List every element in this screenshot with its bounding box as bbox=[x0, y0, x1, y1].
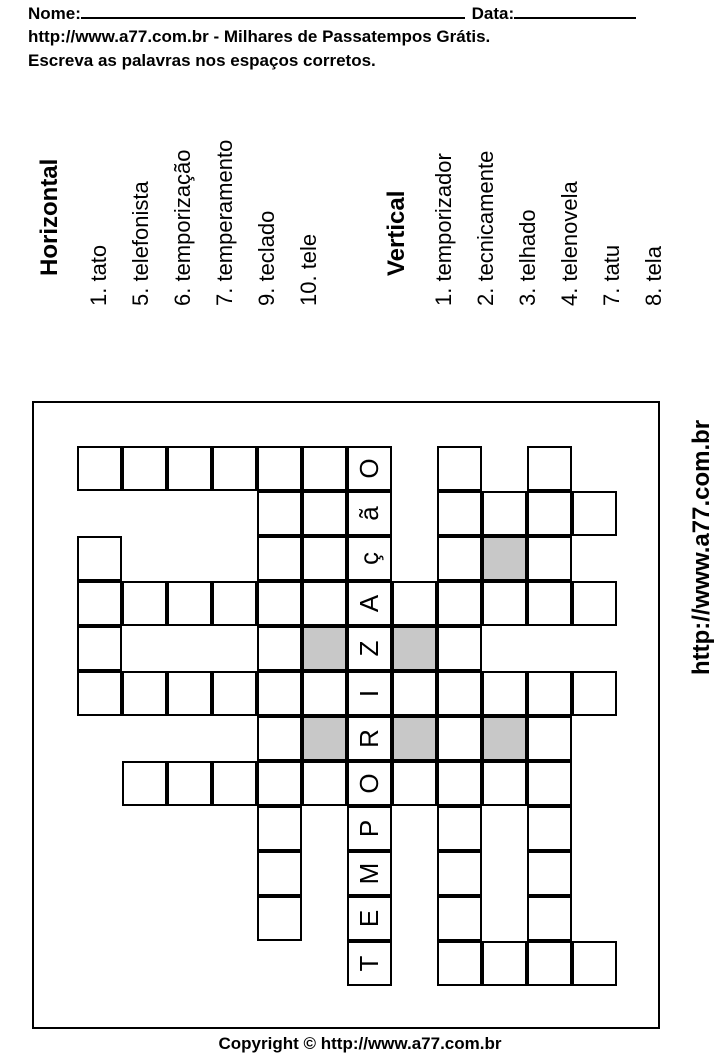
vertical-clue: 1. temporizador bbox=[431, 153, 456, 306]
crossword-cell[interactable] bbox=[257, 761, 302, 806]
horizontal-clue: 6. temporização bbox=[170, 149, 195, 306]
filled-letter: O bbox=[354, 458, 384, 479]
crossword-cell[interactable] bbox=[527, 716, 572, 761]
crossword-cell[interactable] bbox=[167, 671, 212, 716]
crossword-cell[interactable] bbox=[527, 806, 572, 851]
blocked-cell bbox=[392, 626, 437, 671]
vertical-clue: 3. telhado bbox=[515, 209, 540, 306]
crossword-cell[interactable] bbox=[257, 806, 302, 851]
filled-letter: P bbox=[354, 819, 384, 838]
crossword-cell[interactable] bbox=[347, 806, 392, 851]
crossword-cell[interactable] bbox=[437, 446, 482, 491]
vertical-clue: 7. tatu bbox=[599, 244, 624, 306]
crossword-cell[interactable] bbox=[257, 626, 302, 671]
filled-letter: Z bbox=[354, 640, 384, 657]
crossword-cell[interactable] bbox=[347, 851, 392, 896]
crossword-cell[interactable] bbox=[437, 716, 482, 761]
crossword-cell[interactable] bbox=[527, 446, 572, 491]
crossword-cell[interactable] bbox=[212, 581, 257, 626]
filled-letter: I bbox=[354, 689, 384, 698]
crossword-cell[interactable] bbox=[77, 581, 122, 626]
name-field[interactable] bbox=[81, 3, 465, 19]
crossword-cell[interactable] bbox=[482, 761, 527, 806]
crossword-cell[interactable] bbox=[437, 626, 482, 671]
crossword-cell[interactable] bbox=[212, 761, 257, 806]
crossword-cell[interactable] bbox=[167, 446, 212, 491]
crossword-cell[interactable] bbox=[527, 536, 572, 581]
crossword-cell[interactable] bbox=[347, 491, 392, 536]
footer-copyright: Copyright © http://www.a77.com.br bbox=[218, 1034, 502, 1053]
vertical-clue: 8. tela bbox=[641, 246, 666, 306]
side-url: http://www.a77.com.br bbox=[688, 419, 715, 675]
vertical-clue: 2. tecnicamente bbox=[473, 150, 498, 306]
name-date-line bbox=[28, 3, 636, 24]
crossword-cell[interactable] bbox=[302, 671, 347, 716]
crossword-cell[interactable] bbox=[437, 896, 482, 941]
crossword-cell[interactable] bbox=[257, 896, 302, 941]
crossword-cell[interactable] bbox=[167, 581, 212, 626]
crossword-cell[interactable] bbox=[437, 941, 482, 986]
crossword-cell[interactable] bbox=[212, 671, 257, 716]
crossword-cell[interactable] bbox=[437, 671, 482, 716]
crossword-cell[interactable] bbox=[482, 941, 527, 986]
crossword-cell[interactable] bbox=[347, 671, 392, 716]
filled-letter: ã bbox=[354, 506, 384, 521]
crossword-cell[interactable] bbox=[347, 446, 392, 491]
crossword-cell[interactable] bbox=[257, 446, 302, 491]
crossword-cell[interactable] bbox=[77, 626, 122, 671]
crossword-cell[interactable] bbox=[122, 671, 167, 716]
date-label: Data: bbox=[471, 4, 515, 23]
vertical-title: Vertical bbox=[383, 190, 410, 276]
crossword-cell[interactable] bbox=[77, 536, 122, 581]
crossword-cell[interactable] bbox=[527, 896, 572, 941]
vertical-clue: 4. telenovela bbox=[557, 181, 582, 306]
crossword-cell[interactable] bbox=[527, 671, 572, 716]
crossword-cell[interactable] bbox=[437, 491, 482, 536]
crossword-cell[interactable] bbox=[482, 581, 527, 626]
crossword-cell[interactable] bbox=[347, 941, 392, 986]
crossword-cell[interactable] bbox=[347, 761, 392, 806]
horizontal-clue: 9. teclado bbox=[254, 210, 279, 306]
crossword-cell[interactable] bbox=[572, 491, 617, 536]
crossword-cell[interactable] bbox=[437, 806, 482, 851]
filled-letter: R bbox=[354, 729, 384, 748]
crossword-cell[interactable] bbox=[302, 581, 347, 626]
crossword-cell[interactable] bbox=[122, 761, 167, 806]
crossword-cell[interactable] bbox=[527, 851, 572, 896]
instruction: Escreva as palavras nos espaços corretos. bbox=[28, 51, 376, 70]
crossword-cell[interactable] bbox=[572, 671, 617, 716]
blocked-cell bbox=[482, 536, 527, 581]
horizontal-clue: 5. telefonista bbox=[128, 181, 153, 306]
crossword-cell[interactable] bbox=[572, 941, 617, 986]
horizontal-clue: 1. tato bbox=[86, 244, 111, 306]
crossword-cell[interactable] bbox=[527, 761, 572, 806]
crossword-cell[interactable] bbox=[572, 581, 617, 626]
name-label: Nome: bbox=[28, 4, 81, 23]
crossword-cell[interactable] bbox=[257, 716, 302, 761]
filled-letter: ç bbox=[354, 552, 384, 565]
blocked-cell bbox=[392, 716, 437, 761]
crossword-cell[interactable] bbox=[257, 536, 302, 581]
filled-letter: T bbox=[354, 955, 384, 972]
filled-letter: M bbox=[354, 862, 384, 885]
crossword-cell[interactable] bbox=[437, 581, 482, 626]
filled-letter: E bbox=[354, 909, 384, 928]
filled-letter: A bbox=[354, 594, 384, 613]
crossword-cell[interactable] bbox=[77, 446, 122, 491]
crossword-cell[interactable] bbox=[392, 671, 437, 716]
horizontal-title: Horizontal bbox=[36, 158, 63, 276]
crossword-cell[interactable] bbox=[257, 491, 302, 536]
crossword-cell[interactable] bbox=[167, 761, 212, 806]
crossword-cell[interactable] bbox=[392, 761, 437, 806]
crossword-cell[interactable] bbox=[122, 581, 167, 626]
crossword-cell[interactable] bbox=[302, 491, 347, 536]
crossword-cell[interactable] bbox=[257, 671, 302, 716]
crossword-cell[interactable] bbox=[437, 761, 482, 806]
crossword-cell[interactable] bbox=[212, 446, 257, 491]
date-field[interactable] bbox=[514, 3, 636, 19]
crossword-cell[interactable] bbox=[302, 446, 347, 491]
filled-letter: O bbox=[354, 773, 384, 794]
crossword-cell[interactable] bbox=[347, 536, 392, 581]
blocked-cell bbox=[302, 626, 347, 671]
crossword-cell[interactable] bbox=[347, 716, 392, 761]
crossword-cell[interactable] bbox=[257, 581, 302, 626]
crossword-cell[interactable] bbox=[257, 851, 302, 896]
crossword-cell[interactable] bbox=[122, 446, 167, 491]
horizontal-clue: 10. tele bbox=[296, 233, 321, 306]
crossword-cell[interactable] bbox=[302, 761, 347, 806]
crossword-cell[interactable] bbox=[482, 671, 527, 716]
crossword-cell[interactable] bbox=[482, 491, 527, 536]
site-line: http://www.a77.com.br - Milhares de Passatempos Grátis. bbox=[28, 27, 491, 46]
crossword-cell[interactable] bbox=[527, 581, 572, 626]
crossword-cell[interactable] bbox=[347, 896, 392, 941]
crossword-cell[interactable] bbox=[527, 941, 572, 986]
crossword-cell[interactable] bbox=[347, 626, 392, 671]
crossword-cell[interactable] bbox=[77, 671, 122, 716]
crossword-cell[interactable] bbox=[437, 851, 482, 896]
crossword-cell[interactable] bbox=[302, 536, 347, 581]
blocked-cell bbox=[482, 716, 527, 761]
crossword-cell[interactable] bbox=[527, 491, 572, 536]
crossword-cell[interactable] bbox=[437, 536, 482, 581]
crossword-cell[interactable] bbox=[347, 581, 392, 626]
horizontal-clue: 7. temperamento bbox=[212, 139, 237, 306]
blocked-cell bbox=[302, 716, 347, 761]
crossword-cell[interactable] bbox=[392, 581, 437, 626]
